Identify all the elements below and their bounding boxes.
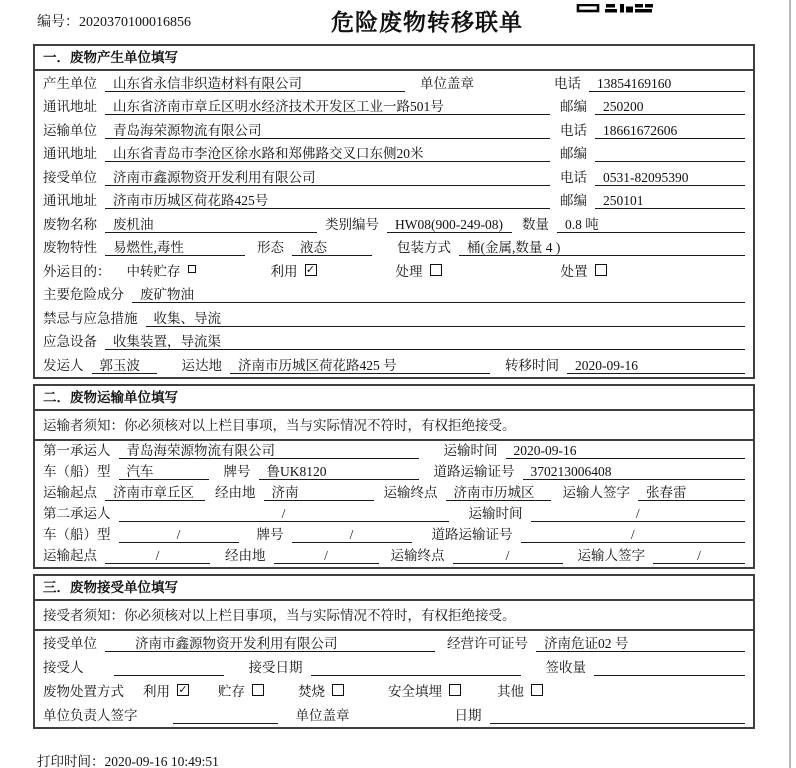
row-transporter [35,118,753,142]
address-label: 通讯地址 [43,146,97,161]
first-carrier-value: 青岛海荣源物流有限公司 [119,442,419,459]
checkbox-unchecked-icon [332,684,344,696]
checkbox-unchecked-icon [449,684,461,696]
plate-label: 牌号 [223,463,251,479]
waste-character-value: 易燃性,毒性 [105,239,245,256]
second-carrier-label: 第二承运人 [43,505,111,521]
endpoint-label: 运输终点 [383,484,438,500]
carrier-sign-label: 运输人签字 [562,484,630,500]
row-responsible-signature [35,703,753,727]
checkbox-checked-icon: ✓ [305,263,316,276]
purpose-option-dispose [561,263,607,280]
quantity-label: 数量 [522,216,549,232]
waste-name-value: 废机油 [105,216,317,233]
form-value: 液态 [292,239,372,256]
emergency-equipment-value: 收集装置，导流渠 [105,333,745,350]
phone-label: 电话 [554,75,581,91]
transport-time-label: 运输时间 [468,505,523,521]
road-permit-label: 道路运输证号 [431,526,513,542]
phone-label: 电话 [560,122,587,138]
transporter-notice: 运输者须知：你必须核对以上栏目事项，当与实际情况不符时，有权拒绝接受。 [35,411,753,441]
destination-label: 运达地 [181,357,222,373]
row-receiver-address [35,189,753,213]
emergency-equipment-label: 应急设备 [43,334,97,349]
transporter-value: 青岛海荣源物流有限公司 [105,122,550,139]
date-label: 日期 [454,707,482,723]
transfer-time-label: 转移时间 [505,357,559,373]
row-shipper [35,353,753,377]
row-producer-address [35,95,753,119]
disposal-option-utilize [143,683,189,700]
plate-label: 牌号 [256,526,284,542]
row-route-1 [35,483,753,504]
document-number-value: 2020370100016856 [79,15,191,30]
option-label: 其他 [497,683,524,699]
origin-label: 运输起点 [43,547,97,563]
received-qty-label: 签收量 [545,659,586,675]
origin-label: 运输起点 [43,484,97,500]
checkbox-unchecked-icon [430,264,442,276]
section-receiver [33,574,755,729]
receiving-unit-value: 济南市鑫源物资开发利用有限公司 [105,635,435,652]
form-label: 形态 [257,240,284,255]
producer-phone-value: 13854169160 [589,75,745,92]
first-carrier-time-value: 2020-09-16 [506,442,746,459]
via-value: 济南 [264,484,374,501]
recipient-value [114,659,224,676]
row-producer [35,71,753,95]
purpose-option-transfer-storage [127,263,196,280]
qr-code-partial-icon [576,0,654,9]
document-number-label: 编号： [37,15,79,30]
receiving-unit-label: 接受单位 [43,635,97,651]
packing-label: 包装方式 [397,240,451,255]
row-route-2 [35,546,753,567]
shipper-label: 发运人 [43,357,84,373]
purpose-label: 外运目的： [43,263,111,279]
zip-label: 邮编 [560,99,587,114]
document-number [37,11,191,31]
receiver-zip-value: 250101 [595,192,745,209]
origin-2-value: / [105,547,210,564]
row-transporter-address [35,142,753,166]
zip-label: 邮编 [560,146,587,161]
transporter-label: 运输单位 [43,122,97,138]
receiver-label: 接受单位 [43,169,97,185]
waste-character-label: 废物特性 [43,240,97,255]
option-label: 焚烧 [298,683,325,699]
option-label: 利用 [143,683,170,699]
hazard-component-label: 主要危险成分 [43,287,124,302]
second-carrier-time-value: / [531,505,746,522]
row-vehicle-1 [35,462,753,483]
print-time [37,750,219,768]
plate-2-value: / [292,526,412,543]
endpoint-2-value: / [453,547,563,564]
option-label: 安全填埋 [388,683,442,699]
emergency-measures-label: 禁忌与应急措施 [43,310,138,326]
option-label: 贮存 [218,683,245,699]
transporter-zip-value [595,145,745,162]
row-emergency-equipment [35,330,753,354]
receiver-phone-value: 0531-82095390 [595,169,745,186]
quantity-value: 0.8 吨 [557,216,745,233]
road-permit-2-value: / [521,526,746,543]
via-label: 经由地 [215,484,256,500]
transporter-address-value: 山东省青岛市李沧区徐水路和郑佛路交叉口东侧20米 [105,145,550,162]
category-label: 类别编号 [325,216,379,232]
option-label: 处置 [560,263,588,279]
responsible-sign-label: 单位负责人签字 [43,707,138,723]
responsible-sign-value [173,707,278,724]
destination-value: 济南市历城区荷花路425 号 [230,357,490,374]
option-label: 中转贮存 [126,263,181,279]
endpoint-value: 济南市历城区 [446,484,551,501]
producer-zip-value: 250200 [595,98,745,115]
producer-address-value: 山东省济南市章丘区明水经济技术开发区工业一路501号 [105,98,550,115]
row-second-carrier [35,504,753,525]
row-receiving-unit [35,631,753,655]
carrier-sign-2-value: / [653,547,745,564]
receiver-notice: 接受者须知：你必须核对以上栏目事项，当与实际情况不符时，有权拒绝接受。 [35,601,753,631]
print-time-value: 2020-09-16 10:49:51 [104,754,219,768]
disposal-option-incinerate [298,683,344,700]
row-hazard-component [35,283,753,307]
producer-label: 产生单位 [43,75,97,91]
section-receiver-title: 三．废物接受单位填写 [35,576,753,601]
unit-seal-label: 单位盖章 [420,75,474,91]
checkbox-checked-icon: ✓ [178,683,188,696]
emergency-measures-value: 收集、导流 [146,310,746,327]
date-value [490,707,746,724]
section-transporter [33,384,755,569]
page-title: 危险废物转移联单 [331,10,523,35]
second-carrier-value: / [119,505,449,522]
section-transporter-title: 二．废物运输单位填写 [35,386,753,411]
vehicle-type-label: 车（船）型 [43,463,111,479]
row-waste-character [35,236,753,260]
recipient-label: 接受人 [43,659,84,675]
packing-value: 桶(金属,数量 4 ) [459,239,745,256]
row-recipient [35,655,753,679]
row-receiver [35,165,753,189]
disposal-option-other [497,683,543,700]
transporter-phone-value: 18661672606 [595,122,745,139]
section-producer [33,44,755,379]
receive-date-value [311,659,521,676]
unit-seal-label: 单位盖章 [295,707,350,723]
disposal-option-landfill [388,683,461,700]
receiver-address-value: 济南市历城区荷花路425号 [105,192,550,209]
purpose-option-utilize [271,263,317,280]
row-first-carrier [35,441,753,462]
section-producer-title: 一．废物产生单位填写 [35,46,753,71]
received-qty-value [594,659,745,676]
phone-label: 电话 [560,169,587,185]
origin-value: 济南市章丘区 [105,484,205,501]
vehicle-type-2-value: / [119,526,239,543]
transfer-time-value: 2020-09-16 [567,357,745,374]
manifest-form [33,44,755,734]
receiver-value: 济南市鑫源物资开发利用有限公司 [105,169,550,186]
row-vehicle-2 [35,525,753,546]
waste-name-label: 废物名称 [43,216,97,232]
row-emergency-measures [35,306,753,330]
transport-time-label: 运输时间 [443,442,498,458]
print-time-label: 打印时间： [37,754,105,768]
checkbox-unchecked-icon [252,684,264,696]
plate-value: 鲁UK8120 [259,463,419,480]
option-label: 利用 [270,263,298,279]
carrier-sign-label: 运输人签字 [577,547,645,563]
vehicle-type-value: 汽车 [119,463,209,480]
endpoint-label: 运输终点 [390,547,445,563]
checkbox-unchecked-icon [595,264,607,276]
purpose-option-treat [396,263,442,280]
vehicle-type-label: 车（船）型 [43,526,111,542]
via-label: 经由地 [225,547,266,563]
row-disposal-method [35,679,753,703]
row-transfer-purpose [35,259,753,283]
via-2-value: / [274,547,379,564]
carrier-sign-value: 张春雷 [638,484,745,501]
license-label: 经营许可证号 [447,635,528,651]
checkbox-unchecked-icon [188,265,196,273]
page-edge-divider [789,0,791,768]
hazard-component-value: 废矿物油 [132,286,745,303]
license-value: 济南危证02 号 [536,635,745,652]
zip-label: 邮编 [560,193,587,208]
road-permit-label: 道路运输证号 [433,463,515,479]
checkbox-unchecked-icon [531,684,543,696]
row-waste-name [35,212,753,236]
shipper-value: 郭玉波 [92,357,157,374]
producer-value: 山东省永信非织造材料有限公司 [105,75,405,92]
receive-date-label: 接受日期 [248,659,303,675]
address-label: 通讯地址 [43,99,97,114]
category-value: HW08(900-249-08) [387,216,512,233]
disposal-method-label: 废物处置方式 [43,683,124,699]
option-label: 处理 [395,263,423,279]
address-label: 通讯地址 [43,193,97,208]
road-permit-value: 370213006408 [523,463,746,480]
first-carrier-label: 第一承运人 [43,442,111,458]
disposal-option-storage [218,683,264,700]
